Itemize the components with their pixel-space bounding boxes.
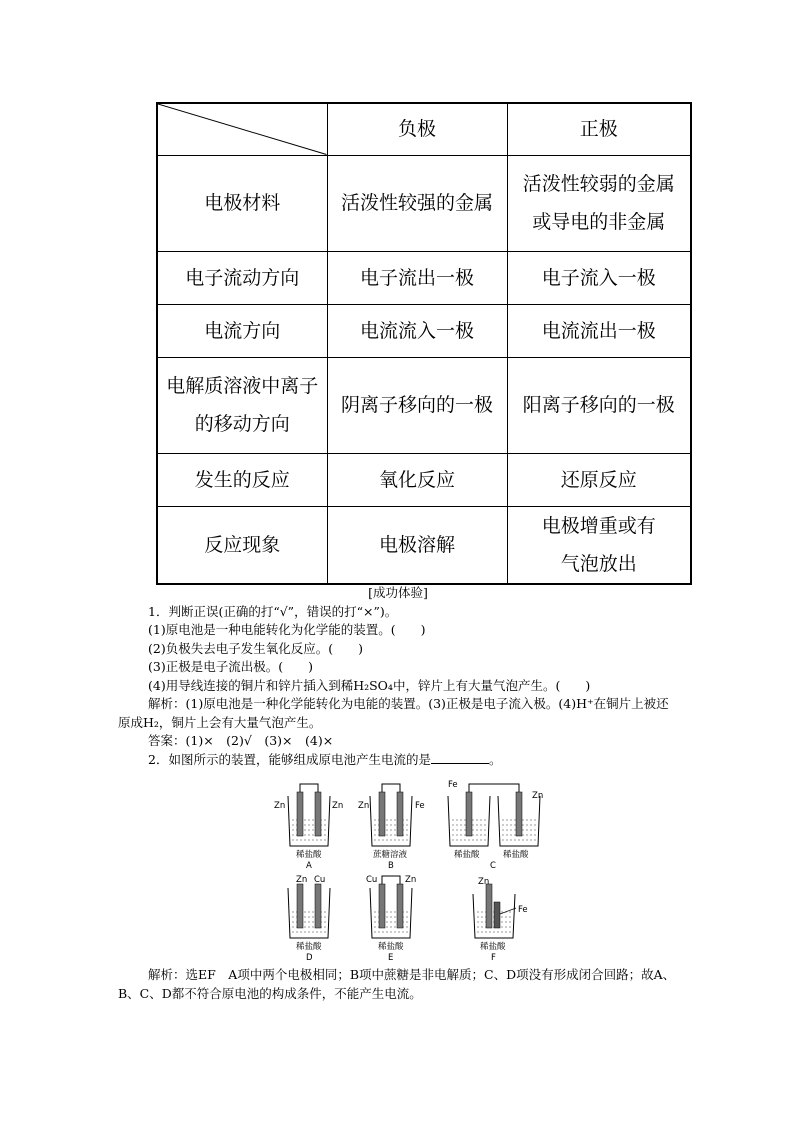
pos-cell: 电极增重或有气泡放出: [507, 506, 691, 584]
label-d-right: Cu: [314, 875, 326, 885]
label-c-right: Zn: [532, 791, 544, 801]
setup-f: [473, 877, 528, 963]
neg-cell: 活泼性较强的金属: [327, 155, 507, 251]
label-b-left: Zn: [358, 801, 370, 811]
letter-f: F: [491, 953, 496, 963]
q2-stem: [118, 751, 678, 770]
solution-f: 稀盐酸: [480, 942, 506, 952]
setup-c: [448, 780, 543, 871]
letter-b: B: [388, 861, 394, 871]
neg-cell: 电极溶解: [327, 506, 507, 584]
header-negative: 负极: [327, 103, 507, 155]
solution-c-right: 稀盐酸: [503, 850, 529, 860]
q1-block: [118, 584, 678, 769]
neg-cell: 氧化反应: [327, 453, 507, 506]
q2-stem-text: 2．如图所示的装置，能够组成原电池产生电流的是: [148, 751, 431, 767]
pos-cell: 阳离子移向的一极: [507, 357, 691, 453]
letter-d: D: [306, 953, 313, 963]
setup-e: [366, 875, 416, 963]
q2-analysis-block: [118, 966, 678, 1003]
q1-stem: 1．判断正误(正确的打“√”，错误的打“×”)。: [148, 603, 398, 619]
row-label: 反应现象: [157, 506, 327, 584]
setup-b: [358, 784, 425, 871]
label-f-right: Fe: [518, 905, 528, 915]
answer-blank: [431, 751, 489, 764]
row-label: 电子流动方向: [157, 251, 327, 304]
label-e-left: Cu: [366, 875, 378, 885]
table-header-row: [157, 103, 691, 155]
pos-cell: 还原反应: [507, 453, 691, 506]
row-label: 电极材料: [157, 155, 327, 251]
solution-d: 稀盐酸: [296, 942, 322, 952]
neg-cell: 阴离子移向的一极: [327, 357, 507, 453]
solution-a: 稀盐酸: [296, 850, 322, 860]
letter-e: E: [388, 953, 394, 963]
setup-a: [274, 784, 343, 871]
header-positive: 正极: [507, 103, 691, 155]
table-row: [157, 251, 691, 304]
table-row: [157, 357, 691, 453]
letter-a: A: [306, 861, 312, 871]
q1-analysis: 解析：(1)原电池是一种化学能转化为电能的装置。(3)正极是电子流入极。(4)H⁺在铜片上被还原成H₂，铜片上会有大量气泡产生。: [118, 696, 669, 730]
label-a-right: Zn: [332, 801, 344, 811]
row-label: 发生的反应: [157, 453, 327, 506]
label-e-right: Zn: [405, 875, 417, 885]
letter-c: C: [490, 861, 496, 871]
q2-analysis: 解析：选EF A项中两个电极相同；B项中蔗糖是非电解质；C、D项没有形成闭合回路；故A、B、C、D都不符合原电池的构成条件，不能产生电流。: [118, 967, 676, 1001]
q1-item: (4)用导线连接的铜片和锌片插入到稀H₂SO₄中，锌片上有大量气泡产生。( ): [148, 677, 591, 693]
table-row: [157, 155, 691, 251]
section-title: [成功体验]: [368, 585, 428, 600]
solution-c-left: 稀盐酸: [454, 850, 480, 860]
electrode-comparison-table: [156, 102, 692, 585]
q1-answer: 答案：(1)× (2)√ (3)× (4)×: [148, 733, 334, 748]
solution-e: 稀盐酸: [378, 942, 404, 952]
neg-cell: 电流流入一极: [327, 304, 507, 357]
q1-item: (1)原电池是一种电能转化为化学能的装置。( ): [148, 622, 426, 637]
diagonal-header-cell: [157, 103, 327, 155]
row-label: 电解质溶液中离子的移动方向: [157, 357, 327, 453]
neg-cell: 电子流出一极: [327, 251, 507, 304]
galvanic-cell-figure: [270, 778, 560, 964]
setup-d: [288, 875, 330, 963]
row-label: 电流方向: [157, 304, 327, 357]
q1-item: (3)正极是电子流出极。( ): [148, 659, 313, 674]
label-c-left: Fe: [448, 780, 458, 790]
pos-cell: 电子流入一极: [507, 251, 691, 304]
q2-stem-end: 。: [488, 751, 502, 767]
table-row: [157, 453, 691, 506]
label-a-left: Zn: [274, 801, 286, 811]
table-row: [157, 304, 691, 357]
table-row: [157, 506, 691, 584]
label-b-right: Fe: [415, 801, 425, 811]
pos-cell: 活泼性较弱的金属或导电的非金属: [507, 155, 691, 251]
q1-item: (2)负极失去电子发生氧化反应。( ): [148, 640, 363, 656]
label-d-left: Zn: [296, 875, 308, 885]
pos-cell: 电流流出一极: [507, 304, 691, 357]
label-f-left: Zn: [478, 877, 490, 887]
solution-b: 蔗糖溶液: [373, 850, 408, 860]
